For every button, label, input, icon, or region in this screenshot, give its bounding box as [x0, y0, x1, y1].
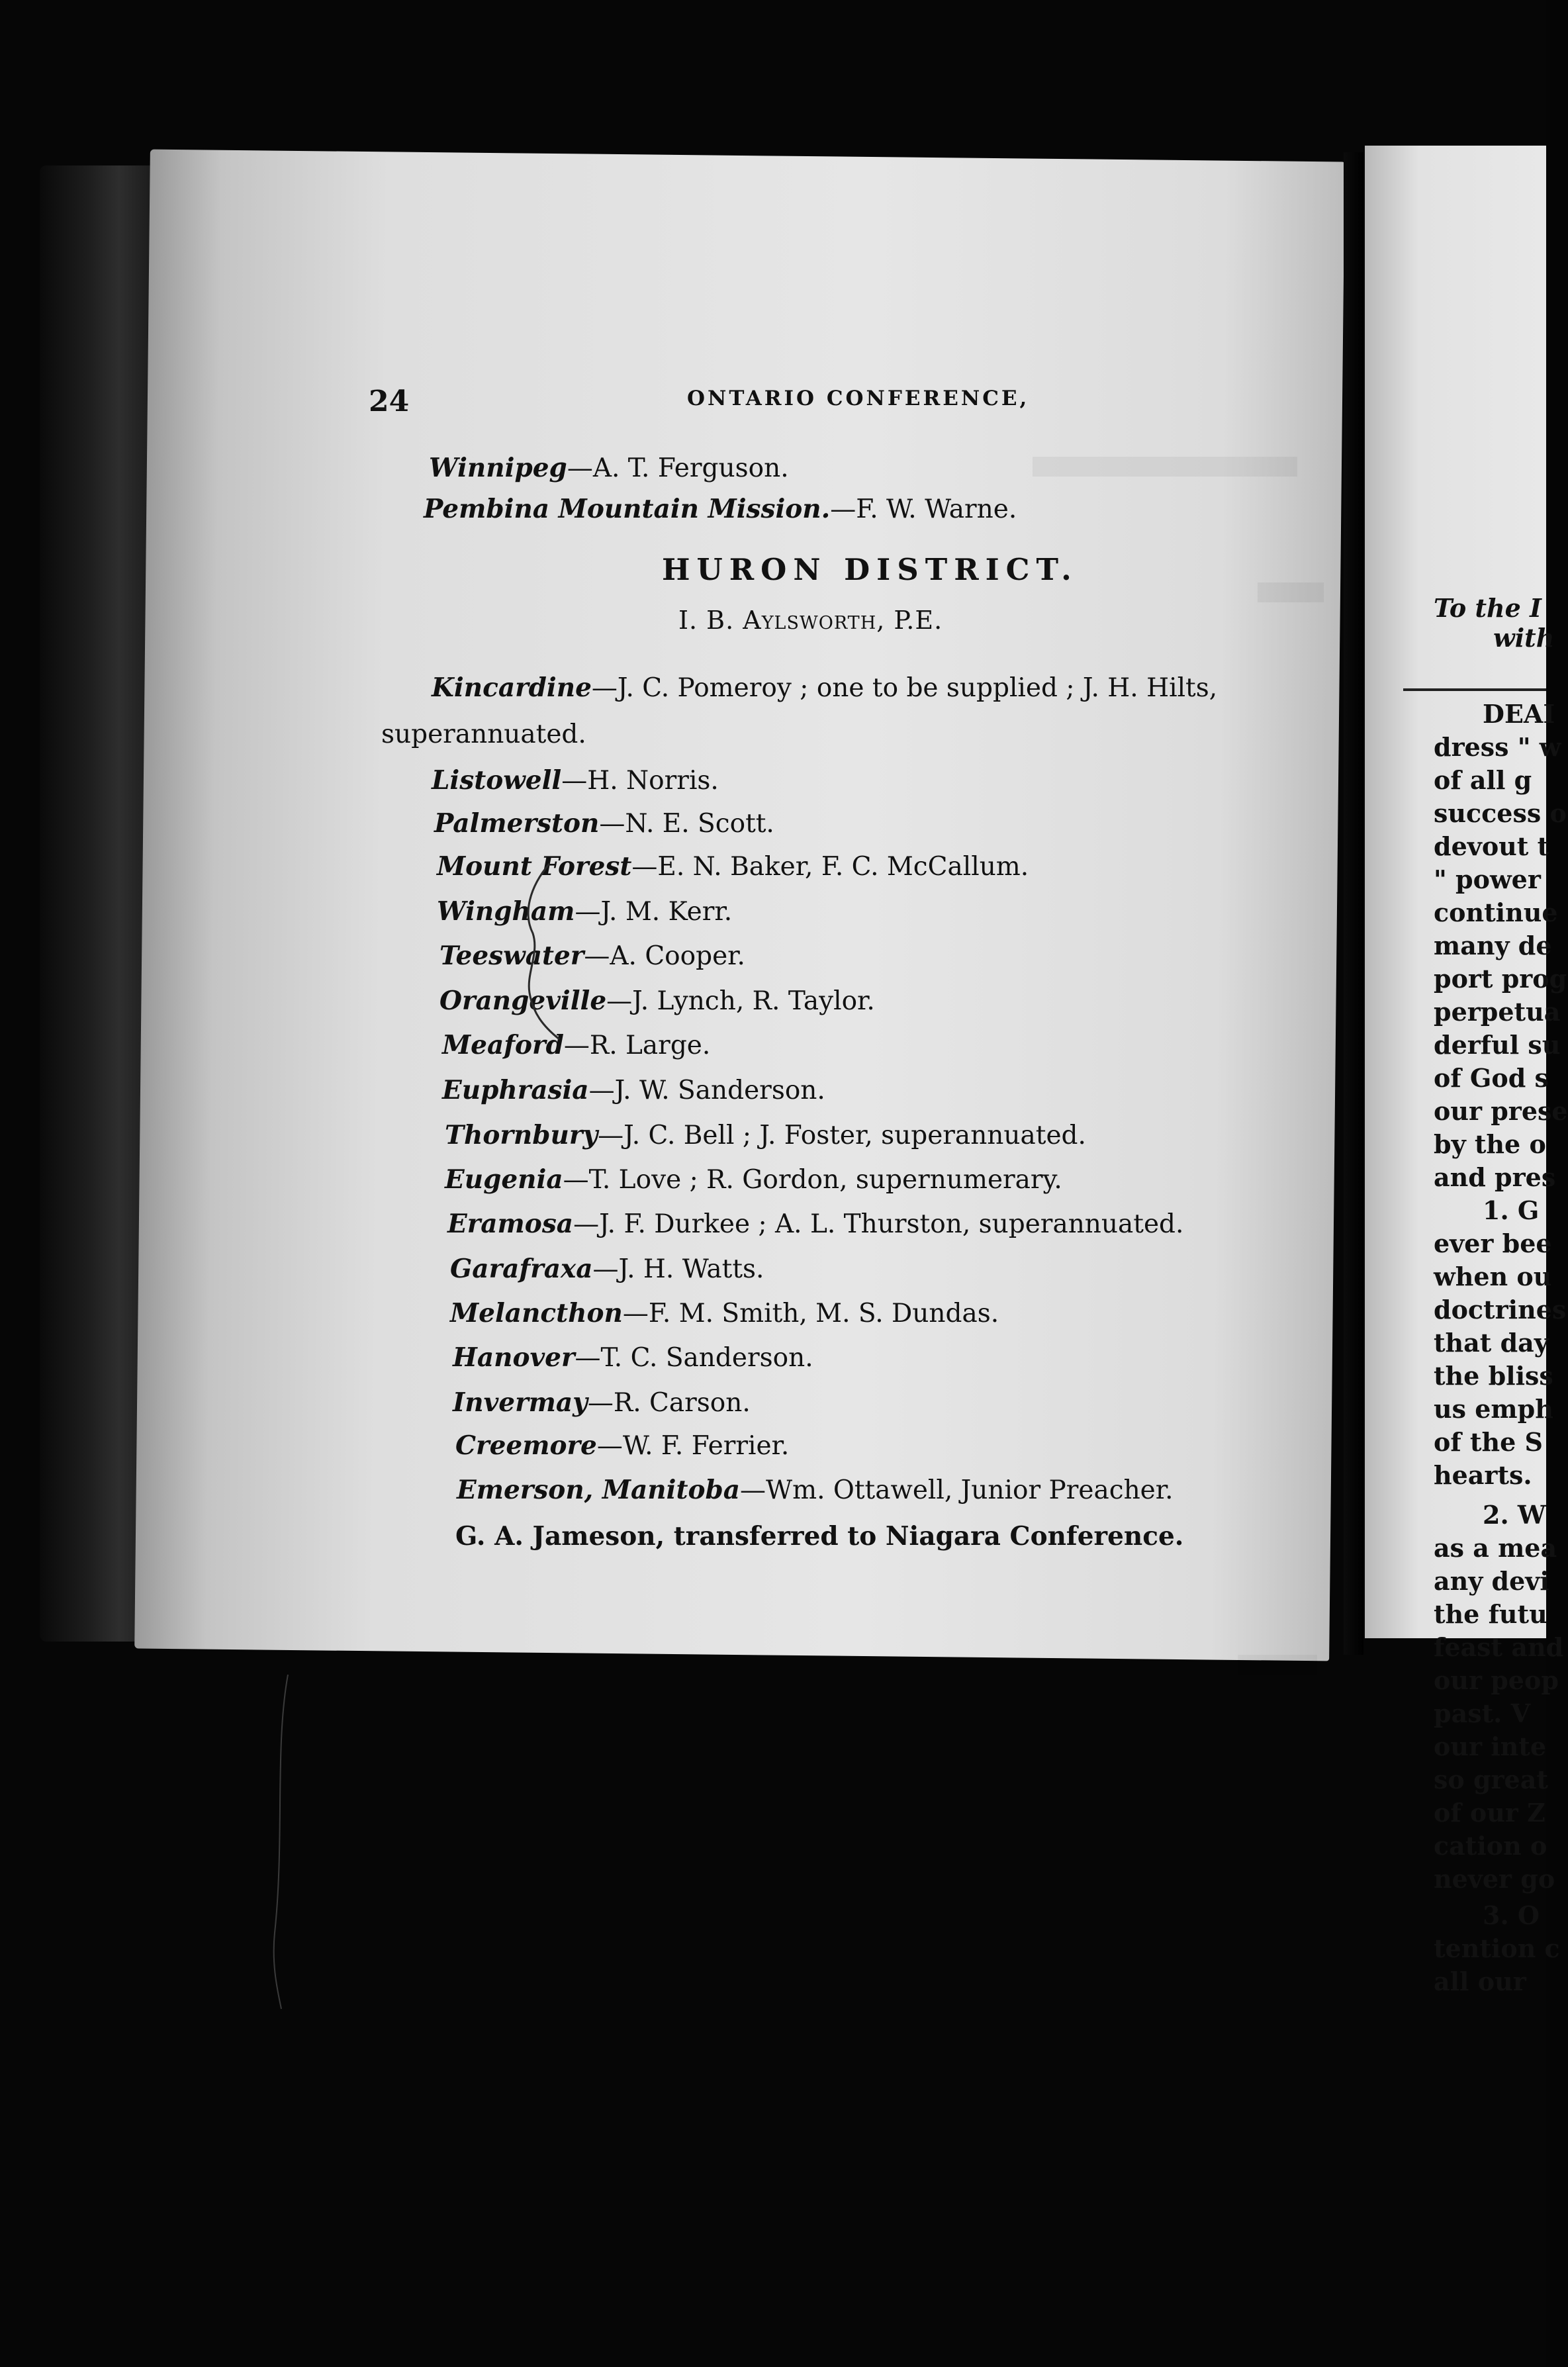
pencil-bracket-mark [503, 860, 563, 1059]
right-line: when ou [1434, 1262, 1552, 1291]
right-line: all our [1434, 1967, 1526, 1996]
right-line: 3. O [1483, 1900, 1540, 1930]
entry-line: Wingham—J. M. Kerr. [437, 896, 733, 927]
right-line: any devi [1434, 1566, 1549, 1596]
right-heading-1: To the I [1434, 593, 1542, 623]
right-line: us emph [1434, 1394, 1553, 1424]
entry-line: Melancthon—F. M. Smith, M. S. Dundas. [450, 1298, 999, 1328]
entry-line: Garafraxa—J. H. Watts. [450, 1254, 764, 1284]
right-line: DEAI [1483, 699, 1555, 729]
right-line: hearts. [1434, 1460, 1532, 1490]
right-line: derful su [1434, 1030, 1561, 1060]
entry-line: Orangeville—J. Lynch, R. Taylor. [439, 986, 875, 1016]
running-title: ONTARIO CONFERENCE, [687, 387, 1030, 410]
right-line: our peop [1434, 1665, 1559, 1695]
entry-line: Hanover—T. C. Sanderson. [453, 1342, 813, 1373]
right-line: port prog [1434, 964, 1567, 994]
right-line: our prese [1434, 1096, 1568, 1126]
right-line: our inte [1434, 1732, 1547, 1761]
right-line: many de [1434, 931, 1552, 960]
entry-line: Emerson, Manitoba—Wm. Ottawell, Junior Preacher. [457, 1475, 1174, 1505]
right-line: and pres [1434, 1162, 1556, 1192]
right-line: continue [1434, 898, 1558, 927]
entry-line: Meaford—R. Large. [442, 1030, 711, 1060]
entry-line: Winnipeg—A. T. Ferguson. [429, 453, 789, 483]
right-line: ever bee [1434, 1229, 1552, 1258]
right-line: of the S [1434, 1427, 1543, 1457]
right-line: of all g [1434, 765, 1532, 795]
entry-line: G. A. Jameson, transferred to Niagara Conference. [455, 1521, 1184, 1552]
right-line: of God s [1434, 1063, 1549, 1093]
page-number: 24 [369, 385, 410, 418]
right-heading-2: with [1493, 623, 1555, 653]
right-line: as a mea [1434, 1533, 1557, 1563]
right-line: " power [1434, 864, 1541, 894]
right-line: doctrines [1434, 1295, 1567, 1324]
right-line: devout t [1434, 831, 1549, 861]
entry-line: superannuated. [381, 719, 586, 749]
pencil-scribble-mark [261, 1668, 301, 2012]
right-line: past. V [1434, 1698, 1531, 1728]
right-line: cation o [1434, 1831, 1547, 1861]
entry-line: Listowell—H. Norris. [432, 765, 719, 796]
right-line: 2. W [1483, 1500, 1546, 1530]
presiding-elder: I. B. Aylsworth, P.E. [678, 606, 943, 635]
entry-line: Invermay—R. Carson. [453, 1387, 751, 1418]
entry-line: Teeswater—A. Cooper. [439, 941, 745, 971]
right-line: success o [1434, 798, 1567, 828]
right-line: by the o [1434, 1129, 1546, 1159]
right-line: that day [1434, 1328, 1549, 1358]
entry-line: Pembina Mountain Mission.—F. W. Warne. [424, 494, 1017, 524]
right-line: feast and [1434, 1632, 1564, 1662]
entry-line: Creemore—W. F. Ferrier. [455, 1430, 790, 1461]
district-title: HURON DISTRICT. [662, 552, 1078, 587]
right-heading-rule [1403, 688, 1546, 691]
entry-line: Thornbury—J. C. Bell ; J. Foster, superannuated. [445, 1120, 1086, 1150]
entry-line: Palmerston—N. E. Scott. [434, 808, 774, 839]
entry-line: Kincardine—J. C. Pomeroy ; one to be supplied ; J. H. Hilts, [432, 673, 1218, 703]
right-line: never go [1434, 1864, 1555, 1894]
entry-line: Eramosa—J. F. Durkee ; A. L. Thurston, superannuated. [447, 1209, 1184, 1239]
right-line: dress " w [1434, 732, 1561, 762]
right-line: perpetua [1434, 997, 1561, 1027]
entry-line: Mount Forest—E. N. Baker, F. C. McCallum. [437, 851, 1029, 882]
right-line: 1. G [1483, 1195, 1540, 1225]
right-line: of our Z [1434, 1798, 1545, 1828]
entry-line: Euphrasia—J. W. Sanderson. [442, 1075, 825, 1105]
right-line: tention c [1434, 1933, 1560, 1963]
right-line: so great [1434, 1765, 1548, 1794]
right-line: the bliss [1434, 1361, 1553, 1391]
right-line: the futu [1434, 1599, 1547, 1629]
entry-line: Eugenia—T. Love ; R. Gordon, supernumerary. [445, 1164, 1062, 1195]
